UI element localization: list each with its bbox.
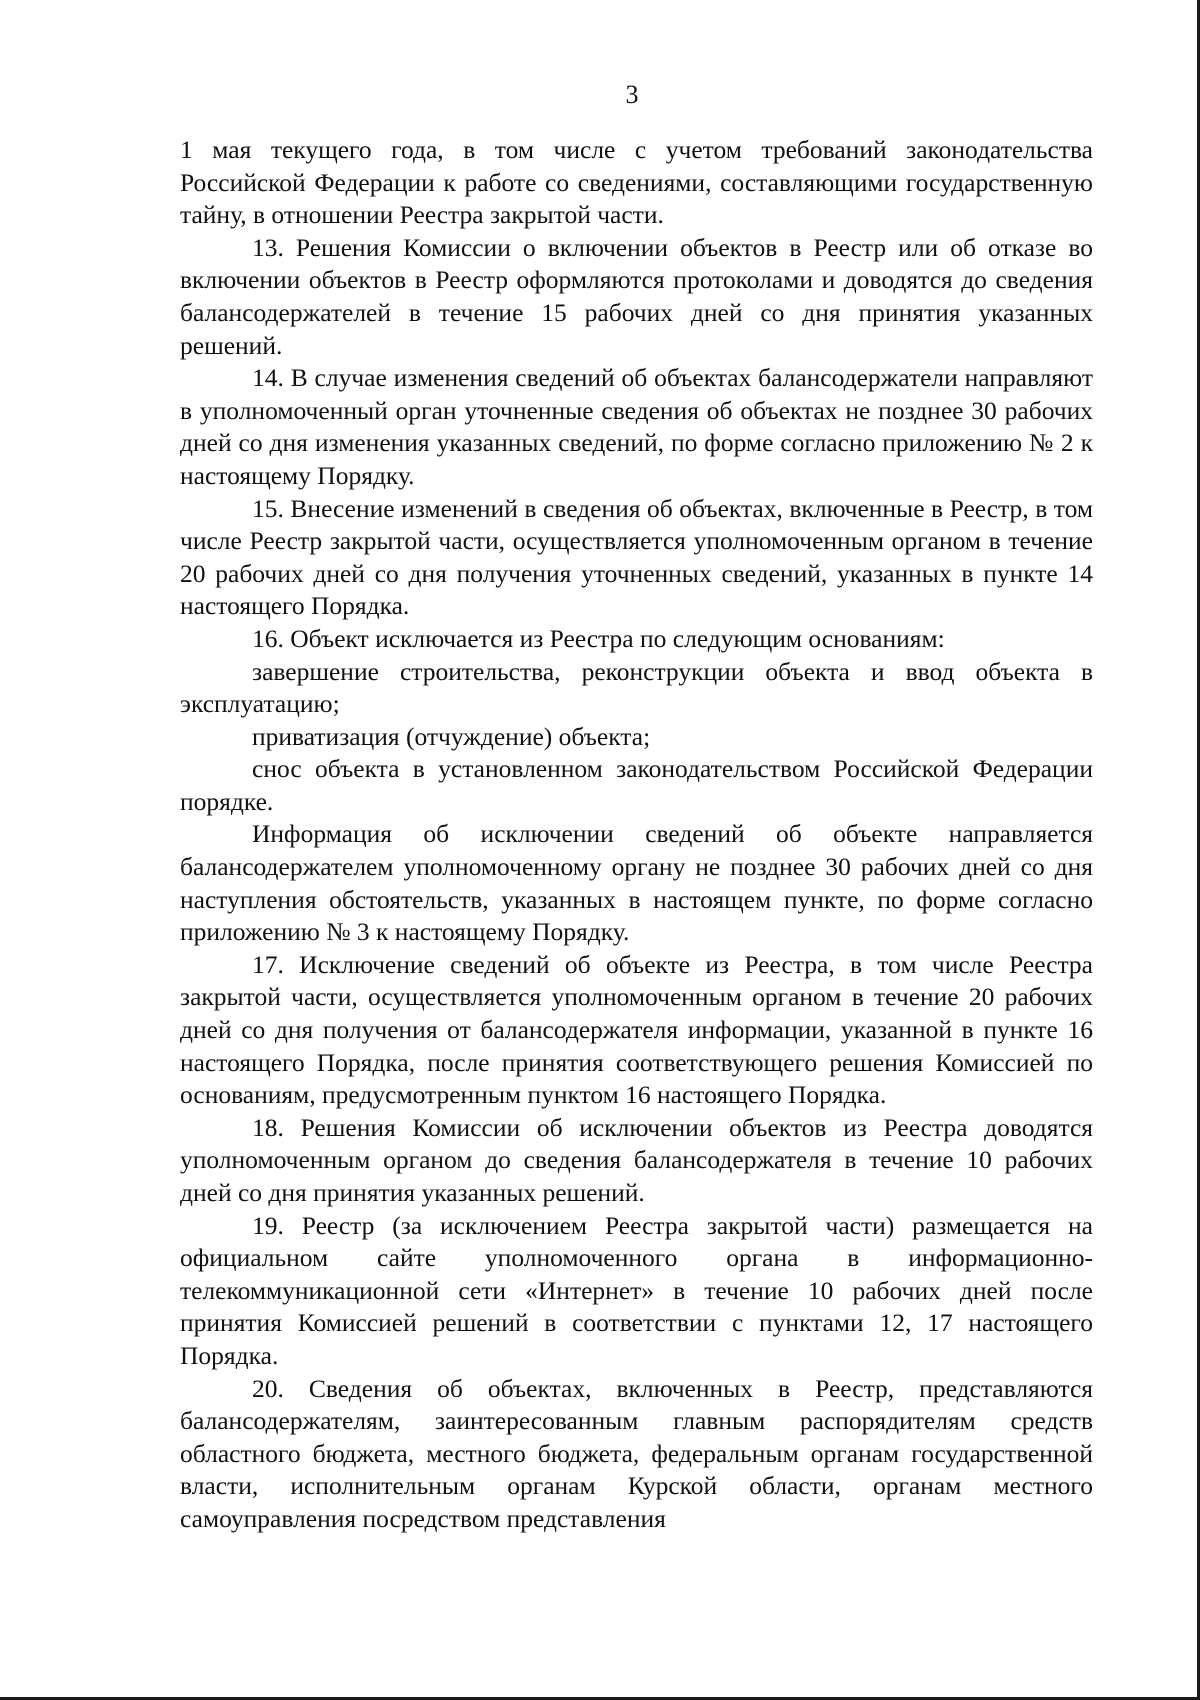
paragraph-item-16: 16. Объект исключается из Реестра по следующим основаниям: — [252, 623, 945, 653]
paragraph-item-16-ground-2: приватизация (отчуждение) объекта; — [252, 721, 651, 751]
paragraph-item-13: 13. Решения Комиссии о включении объектов в Реестр или об отказе во включении объектов в Реестр оформляются протоколами и доводятся до сведения балансодержателей в течение 15 рабочих дней со дня принятия указанных решений. — [180, 232, 1093, 360]
paragraph-item-14: 14. В случае изменения сведений об объектах балансодержатели направляют в уполномоченный орган уточненные сведения об объектах не позднее 30 рабочих дней со дня изменения указанных сведений, по форме согласно приложению № 2 к настоящему Порядку. — [180, 363, 1093, 490]
paragraph-continuation: 1 мая текущего года, в том числе с учетом требований законодательства Российской Федерации к работе со сведениями, составляющими государственную тайну, в отношении Реестра закрытой части. — [180, 135, 1093, 230]
paragraph-item-19: 19. Реестр (за исключением Реестра закрытой части) размещается на официальном сайте уполномоченного органа в информационно-телекоммуникационной сети «Интернет» в течение 10 рабочих дней после принятия Комиссией решений в соответствии с пунктами 12, 17 настоящего Порядка. — [180, 1210, 1093, 1370]
paragraph-item-17: 17. Исключение сведений об объекте из Реестра, в том числе Реестра закрытой части, осуществляется уполномоченным органом в течение 20 рабочих дней со дня получения от балансодержателя информации, указанной в пункте 16 настоящего Порядка, после принятия соответствующего решения Комиссией по основаниям, предусмотренным пунктом 16 настоящего Порядка. — [180, 949, 1093, 1110]
page-number: 3 — [625, 80, 639, 109]
paragraph-item-18: 18. Решения Комиссии об исключении объектов из Реестра доводятся уполномоченным органом до сведения балансодержателя в течение 10 рабочих дней со дня принятия указанных решений. — [180, 1112, 1093, 1207]
document-body — [180, 134, 1093, 1536]
paragraph-item-20: 20. Сведения об объектах, включенных в Реестр, представляются балансодержателям, заинтересованным главным распорядителям средств областного бюджета, местного бюджета, федеральным органам государственной власти, исполнительным органам Курской области, органам местного самоуправления посредством представления — [180, 1373, 1093, 1533]
paragraph-item-16-info: Информация об исключении сведений об объекте направляется балансодержателем уполномоченному органу не позднее 30 рабочих дней со дня наступления обстоятельств, указанных в настоящем пункте, по форме согласно приложению № 3 к настоящему Порядку. — [180, 819, 1093, 947]
paragraph-item-16-ground-1: завершение строительства, реконструкции объекта и ввод объекта в эксплуатацию; — [180, 656, 1093, 719]
paragraph-item-15: 15. Внесение изменений в сведения об объектах, включенные в Реестр, в том числе Реестр закрытой части, осуществляется уполномоченным органом в течение 20 рабочих дней со дня получения уточненных сведений, указанных в пункте 14 настоящего Порядка. — [180, 493, 1093, 621]
paragraph-item-16-ground-3: снос объекта в установленном законодательством Российской Федерации порядке. — [180, 754, 1093, 816]
